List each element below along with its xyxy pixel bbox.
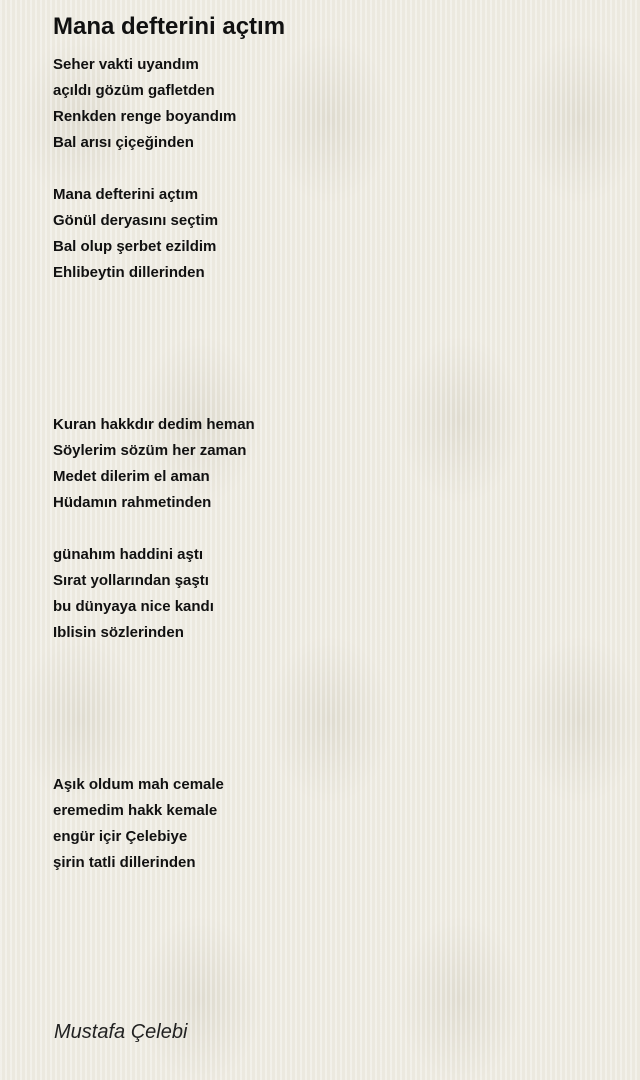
poem-title: Mana defterini açtım xyxy=(53,13,286,40)
poem-author: Mustafa Çelebi xyxy=(54,1021,188,1043)
poem-line: bu dünyaya nice kandı xyxy=(53,598,214,615)
poem-line: şirin tatli dillerinden xyxy=(53,854,196,871)
poem-line: Aşık oldum mah cemale xyxy=(53,776,224,793)
poem-line: Bal arısı çiçeğinden xyxy=(53,134,194,151)
stanza-2 xyxy=(53,182,218,286)
poem-line: açıldı gözüm gafletden xyxy=(53,82,215,99)
poem-line: günahım haddini aştı xyxy=(53,546,204,563)
stanza-1 xyxy=(53,52,236,156)
poem-line: Sırat yollarından şaştı xyxy=(53,572,209,589)
poem-line: Mana defterini açtım xyxy=(53,186,199,203)
stanza-3 xyxy=(53,412,255,516)
poem-line: Söylerim sözüm her zaman xyxy=(53,442,247,459)
poem-line: eremedim hakk kemale xyxy=(53,802,218,819)
poem-line: Seher vakti uyandım xyxy=(53,56,199,73)
poem-line: Hüdamın rahmetinden xyxy=(53,494,212,511)
poem-line: Renkden renge boyandım xyxy=(53,108,237,125)
poem-line: Bal olup şerbet ezildim xyxy=(53,238,217,255)
poem-line: Gönül deryasını seçtim xyxy=(53,212,219,229)
stanza-4 xyxy=(53,542,214,646)
stanza-5 xyxy=(53,772,224,876)
poem-line: engür içir Çelebiye xyxy=(53,828,188,845)
poem-line: Ehlibeytin dillerinden xyxy=(53,264,205,281)
poem-line: Iblisin sözlerinden xyxy=(53,624,184,641)
poem-line: Kuran hakkdır dedim heman xyxy=(53,416,255,433)
poem-line: Medet dilerim el aman xyxy=(53,468,210,485)
